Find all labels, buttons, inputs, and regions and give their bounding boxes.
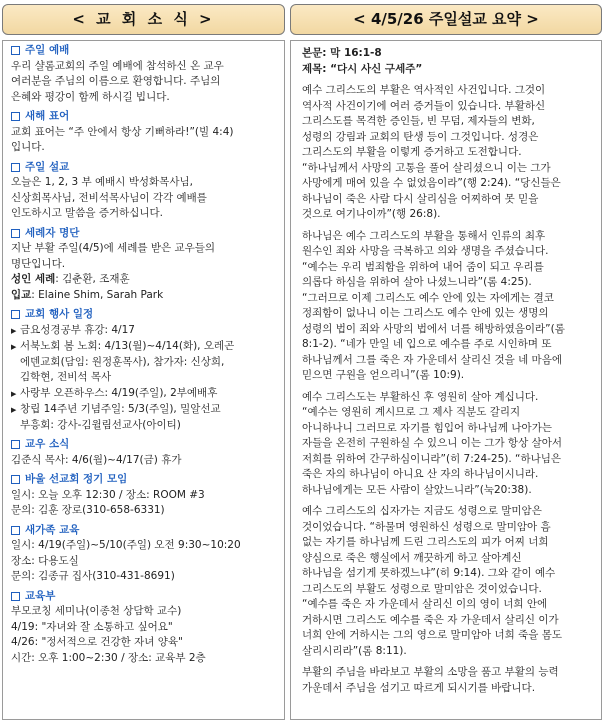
checkbox-icon — [11, 46, 20, 55]
list-item: ▶ 사랑부 오픈하우스: 4/19(주일), 2부예배후 — [11, 386, 278, 403]
sermon-paragraph: 예수 그리스도의 십자가는 지금도 성령으로 말미암은 것이었습니다. “하물며 영원하신 성령으로 말미암아 흠 없는 자기를 하나님께 드린 그리스도의 피가 어찌 너희 양심으로 죽은 행실에서 깨끗하게 하고 살아계신 하나님을 섬기게 못하겠느냐”(히 9:14). 그와 같이 예수 그리스도의 부활도 성령으로 말미암은 것이었습니다. “예수를 죽은 자 가운데서 살리신 이의 영이 너희 안에 거하시면 그리스도 예수를 죽은 자 가운데서 살리신 이가 너희 안에 거하시는 그의 영으로 말미암아 너희 죽을 몸도 살리시리라”(롬 8:11). — [302, 505, 562, 657]
adult-baptism-row — [11, 272, 278, 288]
checkbox-icon — [11, 163, 20, 172]
education-section — [11, 589, 278, 667]
list-item: ▶ 서북노회 봄 노회: 4/13(월)~4/14(화), 오레곤 에덴교회(담임: 원정훈목사), 참가자: 신상희, 김학현, 전비석 목사 — [11, 339, 278, 386]
checkbox-icon — [11, 475, 20, 484]
section-title: 교우 소식 — [25, 438, 70, 450]
sermon-summary-header: < 4/5/26 주일설교 요약 > — [290, 4, 602, 35]
checkbox-icon — [11, 526, 20, 535]
section-title: 세례자 명단 — [25, 226, 80, 239]
checkbox-icon — [11, 310, 20, 319]
section-title: 교육부 — [25, 589, 56, 602]
adult-baptism-names: : 김춘환, 조재훈 — [55, 273, 130, 285]
new-family-text: 일시: 4/19(주일)~5/10(주일) 오전 9:30~10:20 장소: 다용도실 문의: 김종규 집사(310-431-8691) — [11, 539, 241, 582]
mission-section — [11, 472, 278, 519]
triangle-bullet-icon: ▶ — [11, 326, 17, 335]
confirmation-row — [11, 288, 278, 304]
triangle-bullet-icon: ▶ — [11, 343, 17, 351]
baptism-text: 지난 부활 주일(4/5)에 세례를 받은 교우들의 명단입니다. — [11, 242, 216, 270]
triangle-bullet-icon: ▶ — [11, 406, 17, 414]
theme-text: 교회 표어는 “주 안에서 항상 기뻐하라!”(빌 4:4) 입니다. — [11, 125, 234, 153]
checkbox-icon — [11, 229, 20, 238]
theme-section — [11, 109, 278, 156]
checkbox-icon — [11, 440, 20, 449]
church-news-header: < 교 회 소 식 > — [2, 4, 285, 35]
sermon-paragraph: 예수 그리스도는 부활하신 후 영원히 살아 계십니다. “예수는 영원히 계시므로 그 제사 직분도 갈리지 아니하나니 그러므로 자기를 힘입어 하나님께 나아가는 자들을 온전히 구원하실 수 있으니 이는 그가 항상 살아서 저희를 위하여 간구하심이니라”(히 7:24-25). “하나님은 죽은 자의 하나님이 아니요 산 자의 하나님이시니라. 하나님에게는 모든 사람이 살았느니라”(눅20:38). — [302, 390, 562, 496]
checkbox-icon — [11, 592, 20, 601]
worship-text: 우리 샬롬교회의 주일 예배에 참석하신 온 교우 여러분을 주님의 이름으로 환영합니다. 주님의 은혜와 평강이 함께 하시길 빕니다. — [11, 59, 224, 103]
section-title: 새가족 교육 — [25, 523, 80, 536]
church-news-column — [2, 40, 285, 720]
education-text: 부모코칭 세미나(이종천 상담학 교수) 4/19: "자녀와 잘 소통하고 싶어요" 4/26: "정서적으로 건강한 자녀 양육" 시간: 오후 1:00~2:30 / 장소: 교육부 2층 — [11, 605, 206, 664]
list-item: ▶ 금요성경공부 휴강: 4/17 — [11, 323, 278, 340]
sermon-reference: 본문: 막 16:1-8 제목: “다시 사신 구세주” — [302, 47, 423, 75]
mission-text: 일시: 오늘 오후 12:30 / 장소: ROOM #3 문의: 김훈 장로(310-658-6331) — [11, 488, 205, 516]
sermon-section — [11, 160, 278, 222]
sermon-summary-column — [290, 40, 602, 720]
sermon-paragraph: 하나님은 예수 그리스도의 부활을 통해서 인류의 최후 원수인 죄와 사망을 극복하고 의와 생명을 주셨습니다. “예수는 우리 범죄함을 위하여 내어 줌이 되고 우리를 의롭다 하심을 위하여 살아 나셨느니라”(롬 4:25). “그러므로 이제 그리스도 예수 안에 있는 자에게는 결코 정죄함이 없나니 이는 그리스도 예수 안에 있는 생명의 성령의 법이 죄와 사망의 법에서 너를 해방하였음이라”(롬 8:1-2). “네가 만일 네 입으로 예수를 주로 시인하며 또 하나님께서 그를 죽은 자 가운데서 살리신 것을 네 마음에 믿으면 구원을 얻으리니”(롬 10:9). — [302, 229, 565, 381]
sermon-paragraph: 예수 그리스도의 부활은 역사적인 사건입니다. 그것이 역사적 사건이기에 여러 증거들이 있습니다. 부활하신 그리스도를 목격한 증인들, 빈 무덤, 제자들의 변화, 성령의 강림과 교회의 탄생 등이 그것입니다. 성경은 그리스도의 부활을 이렇게 증거하고 도전합니다. “하나님께서 사망의 고통을 풀어 살리셨으니 이는 그가 사망에게 매여 있을 수 없었음이라”(행 2:24). “당신들은 하나님이 죽은 사람 다시 살리심을 어찌하여 못 믿을 것으로 여기나이까”(행 26:8). — [302, 84, 561, 220]
section-title: 새해 표어 — [25, 110, 70, 122]
staff-news-section — [11, 437, 278, 468]
section-title: 주일 설교 — [25, 160, 70, 173]
list-item: ▶ 창립 14주년 기념주일: 5/3(주일), 밀알선교 부흥회: 강사-김윌림선교사(아이티) — [11, 402, 278, 433]
worship-section — [11, 43, 278, 105]
events-section — [11, 307, 278, 433]
section-title: 주일 예배 — [25, 44, 70, 56]
baptism-section — [11, 226, 278, 304]
checkbox-icon — [11, 112, 20, 121]
confirmation-label: 입교 — [11, 288, 32, 301]
triangle-bullet-icon: ▶ — [11, 389, 17, 398]
sermon-text: 오늘은 1, 2, 3 부 예배시 박성화목사님, 신상희목사님, 전비석목사님이 각각 예배를 인도하시고 말씀을 증거하십니다. — [11, 176, 207, 219]
section-title: 교회 행사 일정 — [25, 308, 94, 320]
new-family-section — [11, 523, 278, 585]
adult-baptism-label: 성인 세례 — [11, 273, 56, 285]
confirmation-names: : Elaine Shim, Sarah Park — [31, 288, 164, 301]
section-title: 바울 선교회 정기 모임 — [25, 473, 128, 485]
staff-news-text: 김준식 목사: 4/6(월)~4/17(금) 휴가 — [11, 453, 182, 466]
sermon-paragraph: 부활의 주님을 바라보고 부활의 소망을 품고 부활의 능력 가운데서 주님을 섬기고 따르게 되시기를 바랍니다. — [302, 666, 559, 694]
